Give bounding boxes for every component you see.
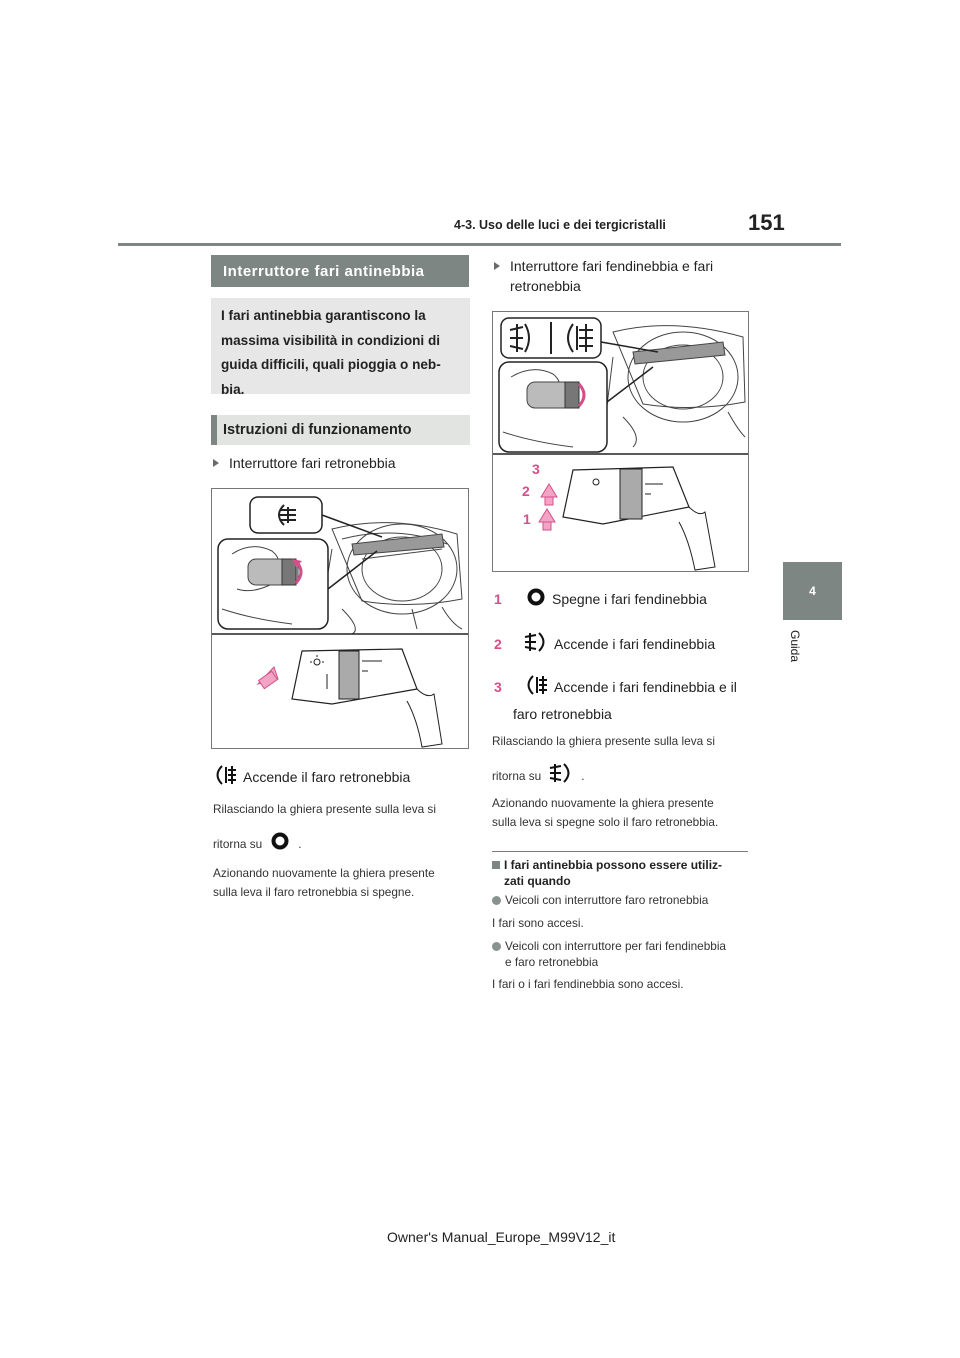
item-continued: faro retronebbia [513,706,612,722]
figure-label-3: 3 [532,461,540,477]
intro-line: massima visibilità in condizioni di [221,332,441,348]
figure-front-rear-fog-switch [492,311,749,572]
section-subtitle: Istruzioni di funzionamento [211,415,470,445]
item-number: 3 [494,678,502,695]
front-fog-lamp-icon [524,631,548,656]
chapter-tab[interactable]: 4 [783,562,842,620]
note-item [492,892,708,908]
again-text-line: sulla leva il faro retronebbia si spegne. [213,885,415,899]
page-title: Interruttore fari antinebbia [211,255,469,287]
off-ring-icon [526,588,546,609]
front-fog-lamp-icon [549,762,573,790]
again-text-line: sulla leva si spegne solo il faro retronebbia. [492,815,719,829]
item-number: 2 [494,635,502,652]
chapter-label: Guida [788,630,802,663]
return-text: ritorna su [213,837,263,851]
return-text-end: . [581,769,585,783]
note-title [492,857,722,889]
return-text: ritorna su [492,769,542,783]
note-result: I fari sono accesi. [492,916,584,930]
caption-text: Accende il faro retronebbia [243,768,411,785]
bullet-front-rear-fog-switch [494,255,713,277]
return-text-end: . [298,837,302,851]
note-title-line: zati quando [504,874,571,888]
return-text-line [492,762,584,790]
square-bullet-icon [492,861,500,869]
off-ring-icon [270,832,290,856]
again-text-line: Azionando nuovamente la ghiera presente [492,796,714,810]
dot-bullet-icon [492,896,501,905]
figure-rear-fog-switch [211,488,469,749]
bullet-label-continued: retronebbia [510,278,581,294]
item-text: Accende i fari fendinebbia [554,635,716,652]
bullet-label: Interruttore fari retronebbia [229,455,396,471]
note-result: I fari o i fari fendinebbia sono accesi. [492,977,684,991]
item-off [494,588,707,609]
item-text: Accende i fari fendinebbia e il [554,678,737,695]
note-item-label: e faro retronebbia [505,955,599,969]
triangle-bullet-icon [494,262,500,270]
intro-line: guida difficili, quali pioggia o neb- [221,357,441,372]
intro-line: I fari antinebbia garantiscono la [221,308,426,323]
dot-bullet-icon [492,942,501,951]
note-divider [492,851,748,852]
note-item-label: Veicoli con interruttore per fari fendinebbia [505,939,726,953]
intro-line: bia. [221,381,245,397]
footer-text: Owner's Manual_Europe_M99V12_it [387,1229,616,1245]
bullet-rear-fog-switch [213,452,396,474]
return-text-line [213,832,301,856]
rear-fog-caption [213,764,410,789]
header-divider [118,243,841,246]
intro-box [211,298,470,397]
rear-fog-lamp-icon [213,764,237,789]
release-text-line: Rilasciando la ghiera presente sulla leva si [213,802,436,816]
item-front-fog [494,631,715,656]
triangle-bullet-icon [213,459,219,467]
item-front-rear-fog [494,674,737,699]
rear-fog-lamp-icon [524,674,548,699]
item-number: 1 [494,590,502,607]
section-title: 4-3. Uso delle luci e dei tergicristalli [454,218,666,232]
note-title-line: I fari antinebbia possono essere utiliz- [504,858,723,872]
again-text-line: Azionando nuovamente la ghiera presente [213,866,435,880]
figure-label-2: 2 [522,483,530,499]
figure-label-1: 1 [523,511,531,527]
bullet-label: Interruttore fari fendinebbia e fari [510,258,714,274]
note-item-label: Veicoli con interruttore faro retronebbia [505,893,709,907]
item-text: Spegne i fari fendinebbia [552,590,707,607]
release-text-line: Rilasciando la ghiera presente sulla leva si [492,734,715,748]
note-item [492,938,726,970]
page-number: 151 [748,210,785,235]
